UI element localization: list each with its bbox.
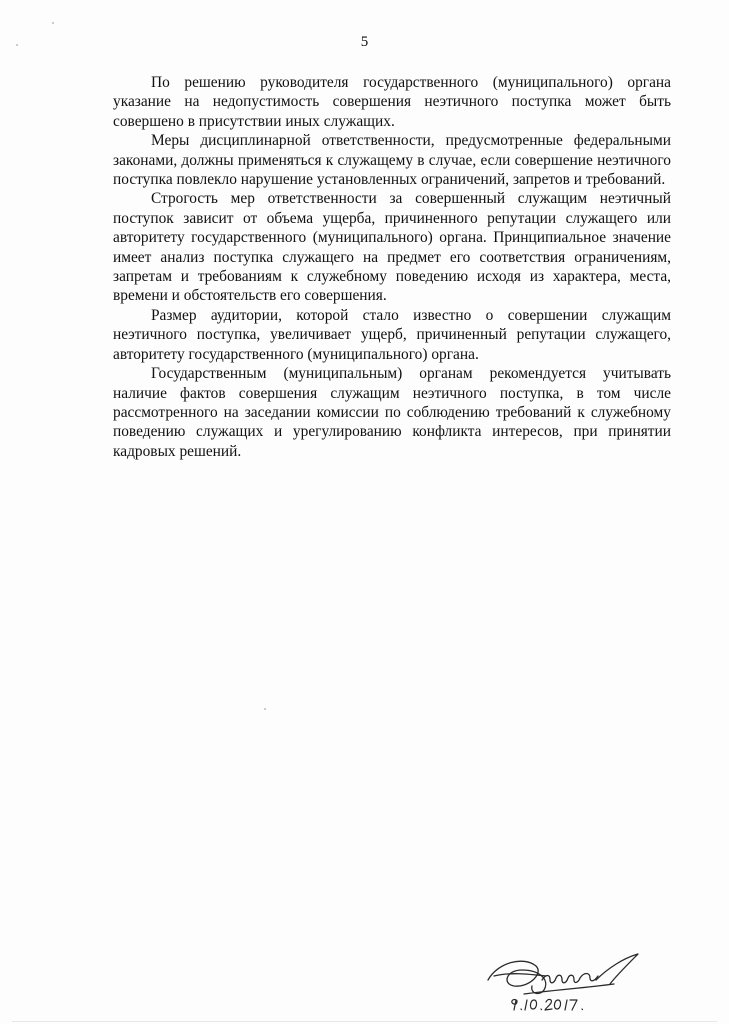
document-body xyxy=(113,73,671,461)
scan-speck xyxy=(16,44,18,46)
handwritten-signature xyxy=(484,950,644,1012)
paragraph-4: Размер аудитории, которой стало известно о совершении служащим неэтичного поступка, увеличивает ущерб, причиненный репутации служащего, авторитету государственного (муниципального) органа. xyxy=(113,306,671,363)
paragraph-2: Меры дисциплинарной ответственности, предусмотренные федеральными законами, должны применяться к служащему в случае, если совершение неэтичного поступка повлекло нарушение установленных ограничений, запретов и требований. xyxy=(113,132,671,189)
paragraph-5: Государственным (муниципальным) органам рекомендуется учитывать наличие фактов совершения служащим неэтичного поступка, в том числе рассмотренного на заседании комиссии по соблюдению требований к служебному поведению служащих и урегулированию конфликта интересов, при принятии кадровых решений. xyxy=(113,365,671,460)
scan-speck xyxy=(264,708,266,710)
page-number: 5 xyxy=(360,34,369,50)
paragraph-3: Строгость мер ответственности за совершенный служащим неэтичный поступок зависит от объема ущерба, причиненного репутации служащего или авторитету государственного (муниципального) органа. Принципиальное значение имеет анализ поступка служащего на предмет его соответствия ограничениям, запретам и требованиям к служебному поведению исходя из характера, места, времени и обстоятельств его совершения. xyxy=(113,190,671,305)
scan-speck xyxy=(52,22,54,24)
scan-bottom-edge xyxy=(12,1021,717,1022)
paragraph-1: По решению руководителя государственного (муниципального) органа указание на недопустимость совершения неэтичного поступка может быть совершено в присутствии иных служащих. xyxy=(113,74,671,130)
